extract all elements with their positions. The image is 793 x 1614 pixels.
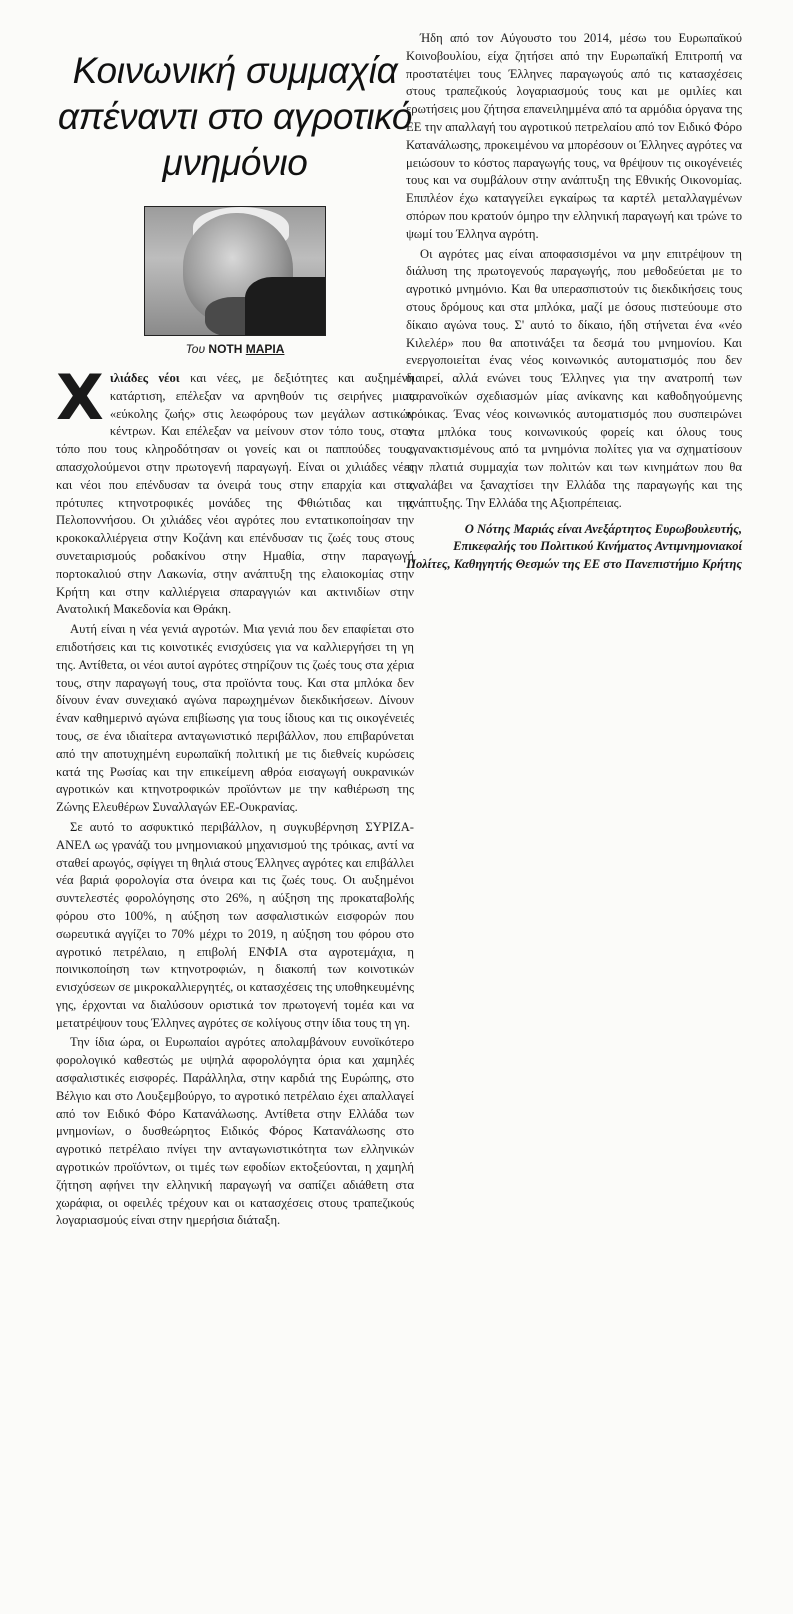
drop-cap: Χ [56, 361, 104, 434]
byline-surname: ΜΑΡΙΑ [245, 342, 285, 356]
paragraph-5: Ήδη από τον Αύγουστο του 2014, μέσω του Ευρωπαϊκού Κοινοβουλίου, είχα ζητήσει από την Ευρωπαϊκή Επιτροπή να προστατέψει τους Έλληνες παραγωγούς από τις κατασχέσεις στους τραπεζικούς λογαριασμούς τους και με ομιλίες και ερωτήσεις μου ζήτησα επανειλημμένα από τα αρμόδια όργανα της ΕΕ την απαλλαγή του αγροτικού πετρελαίου από τον Ειδικό Φόρο Κατανάλωσης, προκειμένου να μπορέσουν οι Έλληνες αγρότες να μειώσουν το κόστος παραγωγής τους, να θρέψουν τις οικογένειές τους και να συμβάλουν στην ανάπτυξη της Εθνικής Οικονομίας. Επιπλέον έχω καταγγείλει εγκαίρως τα καρτέλ μεταλλαγμένων σπόρων που κρατούν όμηρο την ελληνική παραγωγή και τρώνε το ψωμί του Έλληνα αγρότη. [406, 31, 742, 241]
paragraph-4: Την ίδια ώρα, οι Ευρωπαίοι αγρότες απολαμβάνουν ευνοϊκότερο φορολογικό καθεστώς με υψηλά αφορολόγητα όρια και χαμηλές ασφαλιστικές εισφορές. Παράλληλα, στην καρδιά της Ευρώπης, στο Βέλγιο και στο Λουξεμβούργο, το αγροτικό πετρέλαιο έχει απαλλαγεί από τον Ειδικό Φόρο Κατανάλωσης. Αντίθετα στην Ελλάδα των μνημονίων, ο δυσθεώρητος Ειδικός Φόρος Κατανάλωσης στο αγροτικό πετρέλαιο πνίγει την ανταγωνιστικότητα των ελληνικών αγροτικών προϊόντων, οι τιμές των εφοδίων εκτοξεύονται, η χαμηλή ζήτηση αφήνει την ελληνική παραγωγή να σαπίζει αδιάθετη στα χωράφια, οι οφειλές τρέχουν και οι κατασχέσεις στους τραπεζικούς λογαριασμούς είναι στην ημερήσια διάταξη. [56, 1035, 414, 1228]
left-column [56, 30, 414, 1230]
right-column [406, 30, 742, 574]
byline-prefix: Του [185, 342, 206, 356]
paragraph-2: Αυτή είναι η νέα γενιά αγροτών. Μια γενιά που δεν επαφίεται στο επιδοτήσεις και τις κοινοτικές ενισχύσεις για να καλλιεργήσει τη γη της. Αντίθετα, οι νέοι αυτοί αγρότες στηρίζουν τις ζωές τους στα χέρια τους, στην παραγωγή τους, στα προϊόντα τους. Και στα μπλόκα δεν δίνουν έναν συνεχιακό αγώνα παρωχημένων διεκδικήσεων. Δίνουν έναν καθημερινό αγώνα επιβίωσης για τους ίδιους και τις οικογένειές τους, σε ένα ιδιαίτερα ανταγωνιστικό περιβάλλον, που επιβαρύνεται από την αποτυχημένη ευρωπαϊκή πολιτική με τις διεθνείς κυρώσεις κατά της Ρωσίας και την επικείμενη αθρόα εισαγωγή ουκρανικών αγροτικών και κτηνοτροφικών προϊόντων με την καθιέρωση της Ζώνης Ελευθέρων Συναλλαγών ΕΕ-Ουκρανίας. [56, 622, 414, 815]
paragraph-6: Οι αγρότες μας είναι αποφασισμένοι να μην επιτρέψουν τη διάλυση της πρωτογενούς παραγωγής, που μεθοδεύεται με το αγροτικό μνημόνιο. Και θα υπερασπιστούν τις διεκδικήσεις τους στους δρόμους και στα μπλόκα, μαζί με όσους πιστεύουμε στο δίκαιο αγώνα τους. Σ' αυτό το δίκαιο, ήδη στήνεται ένα «νέο Κιλελέρ» που θα αποτινάξει τα δεσμά του μνημονίου. Και ενεργοποιείται ένας νέος κοινωνικός αυτοματισμός που δεν διαιρεί, αλλά ενώνει τους Έλληνες για την ανατροπή των παρανοϊκών σχεδιασμών μίας ανίκανης και καθοδηγούμενης τρόικας. Ένας νέος κοινωνικός αυτοματισμός που συσπειρώνει στα μπλόκα τους κοινωνικούς φορείς και όλους τους αγανακτισμένους από τα μνημόνια πολίτες για να σχηματίσουν την πλατιά συμμαχία των πολιτών και των κινημάτων που θα αναλάβει να ξαναχτίσει την Ελλάδα της παραγωγής και της ανάπτυξης. Την Ελλάδα της Αξιοπρέπειας. [406, 246, 742, 510]
paragraph-1 [56, 361, 414, 619]
author-photo [144, 206, 326, 336]
article-headline: Κοινωνική συμμαχία απέναντι στο αγροτικό μνημόνιο [57, 50, 413, 183]
paragraph-3: Σε αυτό το ασφυκτικό περιβάλλον, η συγκυβέρνηση ΣΥΡΙΖΑ-ΑΝΕΛ ως γρανάζι του μνημονιακού μηχανισμού της τρόικας, αντί να σταθεί αρωγός, σφίγγει τη θηλιά στους Έλληνες αγρότες και επιβάλλει νέα βαριά φορολογία στα όνειρα και τις ζωές τους. Οι αυξημένοι συντελεστές φορολόγησης στο 26%, η αύξηση της προκαταβολής φόρου στο 100%, η αύξηση των ασφαλιστικών εισφορών που σωρευτικά αγγίζει το 70% μέχρι το 2019, η αύξηση του φόρου στο αγροτικό πετρέλαιο, η επιβολή ΕΝΦΙΑ στα αγροτεμάχια, η ποινικοποίηση των κτηνοτροφιών, η διακοπή των κοινοτικών ενισχύσεων σε μικροκαλλιεργητές, οι κατασχέσεις της υποθηκευμένης γης, έρχονται να διαλύσουν οριστικά τον πρωτογενή τομέα και να μετατρέψουν τους Έλληνες αγρότες σε κολίγους στην ίδια τους τη γη. [56, 819, 414, 1030]
author-signature: Ο Νότης Μαριάς είναι Ανεξάρτητος Ευρωβουλευτής, Επικεφαλής του Πολιτικού Κινήματος Αντιμνημονιακοί Πολίτες, Καθηγητής Θεσμών της ΕΕ στο Πανεπιστήμιο Κρήτης [406, 521, 742, 572]
paragraph-1-text: και νέες, με δεξιότητες και αυξημένη κατάρτιση, επέλεξαν να αρνηθούν τις σειρήνες μιας «εύκολης ζωής» στις λεωφόρους των μεγάλων αστικών κέντρων. Και επέλεξαν να μείνουν στον τόπο τους, στον τόπο που τους κληροδότησαν οι γονείς και οι παππούδες τους, απασχολούμενοι στην πρωτογενή παραγωγή. Είναι οι χιλιάδες νέες και νέοι που επένδυσαν τα όνειρά τους στην επαρχία και στις πρότυπες κτηνοτροφικές μονάδες της Φθιώτιδας και της Πελοποννήσου. Οι χιλιάδες νέοι αγρότες που εντατικοποίησαν την κροκοκαλλιέργεια στην Κοζάνη και επένδυσαν τις ζωές τους στους συνεταιρισμούς ροδακίνου στην Ημαθία, στην παραγωγή πορτοκαλιού στην Λακωνία, στην ανάπτυξη της ελαιοκομίας στην Κρήτη και στην καλλιέργεια σπαραγγιών και ακτινιδίων στην Ανατολική Μακεδονία και Θράκη. [56, 371, 414, 617]
byline-name: ΝΟΤΗ [208, 342, 243, 356]
lead-word: ιλιάδες νέοι [109, 371, 180, 385]
byline [56, 342, 414, 356]
